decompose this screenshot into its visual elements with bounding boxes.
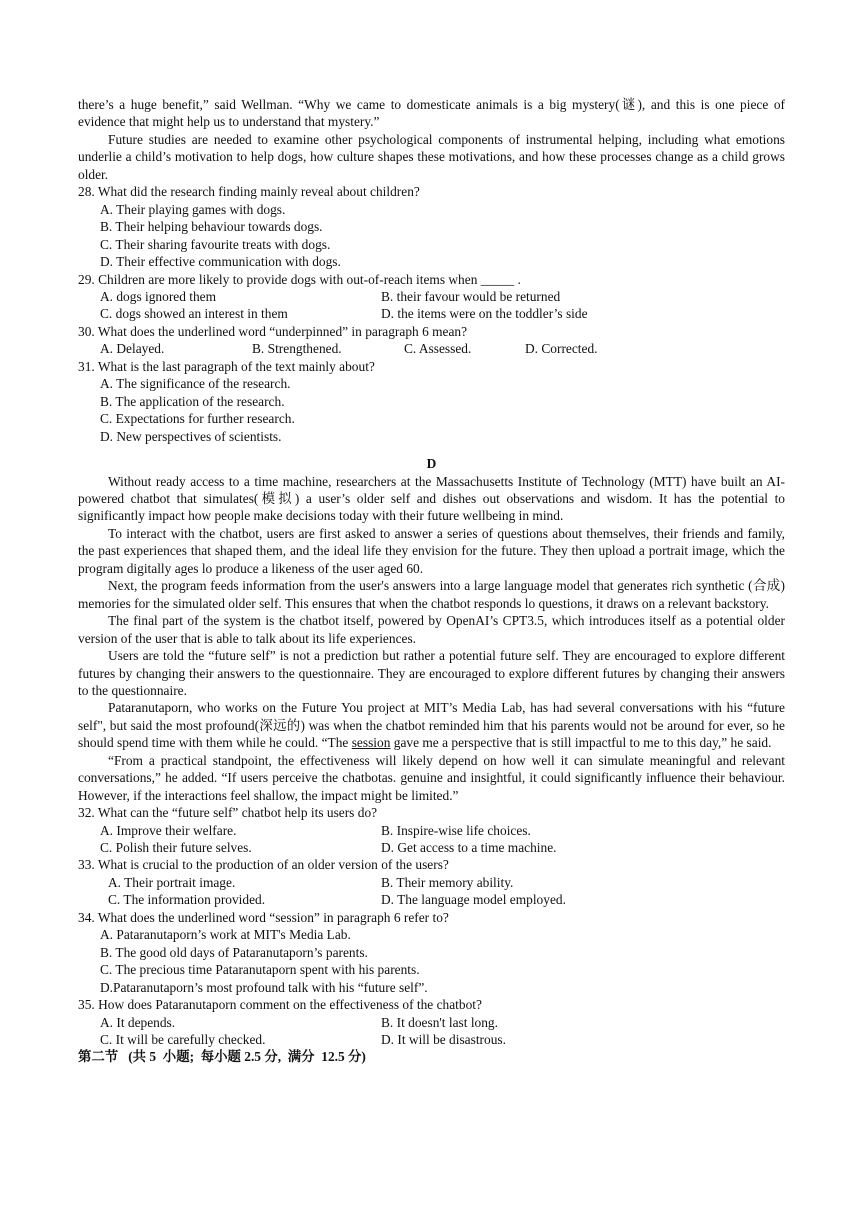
answer-option: C. Assessed.: [404, 341, 472, 357]
passage-title: D: [426, 456, 437, 472]
answer-option: A. Their playing games with dogs.: [100, 201, 286, 217]
exam-page: [78, 96, 785, 1066]
options-row: [100, 288, 785, 305]
options-row: [100, 305, 785, 322]
answer-option: C. Polish their future selves.: [100, 840, 252, 856]
passage-d-paragraph: Next, the program feeds information from the user's answers into a large language model that generates rich synthetic (合成) memories for the simulated older self. This ensures that when the chatbot responds lo questions, it draws on a relevant backstory.: [78, 578, 785, 611]
answer-option: D.Pataranutaporn’s most profound talk with his “future self”.: [100, 979, 428, 995]
options-row: [100, 340, 785, 357]
paragraph-text: gave me a perspective that is still impactful to me to this day,” he said.: [390, 735, 772, 751]
answer-option: A. Delayed.: [100, 341, 165, 357]
answer-option: A. Their portrait image.: [108, 874, 236, 890]
answer-option: A. It depends.: [100, 1014, 176, 1030]
options-row: [100, 1014, 785, 1031]
question-stem: 30. What does the underlined word “underpinned” in paragraph 6 mean?: [78, 323, 468, 339]
passage-d-paragraph: Without ready access to a time machine, researchers at the Massachusetts Institute of Technology (MTT) have built an AI-powered chatbot that simulates(模拟) a user’s older self and dishes out observations and wisdom. It has the potential to significantly impact how people make decisions today with their future wellbeing in mind.: [78, 473, 785, 524]
question-stem: 32. What can the “future self” chatbot help its users do?: [78, 805, 378, 821]
question-stem: 28. What did the research finding mainly reveal about children?: [78, 184, 420, 200]
answer-option: C. It will be carefully checked.: [100, 1032, 266, 1048]
answer-option: B. Their memory ability.: [381, 874, 514, 890]
answer-option: D. Get access to a time machine.: [381, 840, 557, 856]
answer-option: D. Corrected.: [525, 341, 598, 357]
options-row: [100, 822, 785, 839]
answer-option: C. The precious time Pataranutaporn spent with his parents.: [100, 962, 420, 978]
passage-d-paragraph: Users are told the “future self” is not a prediction but rather a potential future self. They are encouraged to explore different futures by changing their answers to the questionnaire. They are encouraged to explore different futures by changing their answers to the questionnaire.: [78, 648, 785, 698]
passage-d-paragraph: The final part of the system is the chatbot itself, powered by OpenAI’s CPT3.5, which introduces itself as a potential older version of the user that is able to talk about its life experiences.: [78, 613, 785, 646]
answer-option: C. dogs showed an interest in them: [100, 306, 288, 322]
answer-option: B. It doesn't last long.: [381, 1014, 498, 1030]
answer-option: B. Strengthened.: [252, 341, 342, 357]
answer-option: D. It will be disastrous.: [381, 1032, 506, 1048]
underlined-word: session: [351, 735, 391, 751]
passage-d-paragraph: To interact with the chatbot, users are first asked to answer a series of questions about themselves, their friends and family, the past experiences that shaped them, and the ideal life they envision for the future. They then upload a portrait image, which the program digitally ages lo produce a likeness of the user aged 60.: [78, 525, 785, 576]
passage-c-paragraph: there’s a huge benefit,” said Wellman. “Why we came to domesticate animals is a big mystery(谜), and this is one piece of evidence that might help us to understand that mystery.”: [78, 97, 785, 130]
question-stem: 34. What does the underlined word “session” in paragraph 6 refer to?: [78, 909, 449, 925]
answer-option: A. Improve their welfare.: [100, 822, 237, 838]
question-stem: 35. How does Pataranutaporn comment on the effectiveness of the chatbot?: [78, 997, 482, 1013]
options-row: [100, 1031, 785, 1048]
question-stem: 31. What is the last paragraph of the text mainly about?: [78, 358, 375, 374]
answer-option: C. Their sharing favourite treats with dogs.: [100, 236, 331, 252]
options-row: [108, 874, 785, 891]
answer-option: D. The language model employed.: [381, 892, 566, 908]
answer-option: B. Their helping behaviour towards dogs.: [100, 219, 323, 235]
answer-option: C. The information provided.: [108, 892, 266, 908]
section-heading: 第二节 (共 5 小题; 每小题 2.5 分, 满分 12.5 分): [78, 1049, 366, 1065]
answer-option: C. Expectations for further research.: [100, 411, 295, 427]
question-stem: 33. What is crucial to the production of an older version of the users?: [78, 857, 449, 873]
answer-option: D. the items were on the toddler’s side: [381, 306, 588, 322]
answer-option: B. The good old days of Pataranutaporn’s parents.: [100, 944, 368, 960]
paragraph-text: Pataranutaporn, who works on the Future You project at MIT’s Media Lab, has had several conversations with his “future self", but said the most profound(深远的) was when the chatbot reminded him that his parents would not be around for ever, so he should spend time with them while he could. “The: [78, 700, 785, 751]
passage-c-paragraph: Future studies are needed to examine other psychological components of instrumental helping, including what emotions underlie a child’s motivation to help dogs, how culture shapes these motivations, and how these processes change as a child grows older.: [78, 131, 785, 182]
options-row: [108, 891, 785, 908]
passage-d-paragraph: [78, 699, 785, 751]
answer-option: D. New perspectives of scientists.: [100, 428, 282, 444]
options-row: [100, 839, 785, 856]
answer-option: D. Their effective communication with dogs.: [100, 254, 341, 270]
question-stem: 29. Children are more likely to provide dogs with out-of-reach items when _____ .: [78, 271, 521, 287]
answer-option: A. dogs ignored them: [100, 288, 217, 304]
answer-option: A. Pataranutaporn’s work at MIT's Media Lab.: [100, 927, 351, 943]
passage-d-paragraph: “From a practical standpoint, the effectiveness will likely depend on how well it can simulate meaningful and relevant conversations,” he added. “If users perceive the chatbotas. genuine and insightful, it could significantly influence their behaviour. However, if the interactions feel shallow, the impact might be limited.”: [78, 752, 785, 803]
answer-option: B. their favour would be returned: [381, 288, 561, 304]
answer-option: B. The application of the research.: [100, 393, 285, 409]
answer-option: B. Inspire-wise life choices.: [381, 822, 531, 838]
answer-option: A. The significance of the research.: [100, 376, 291, 392]
